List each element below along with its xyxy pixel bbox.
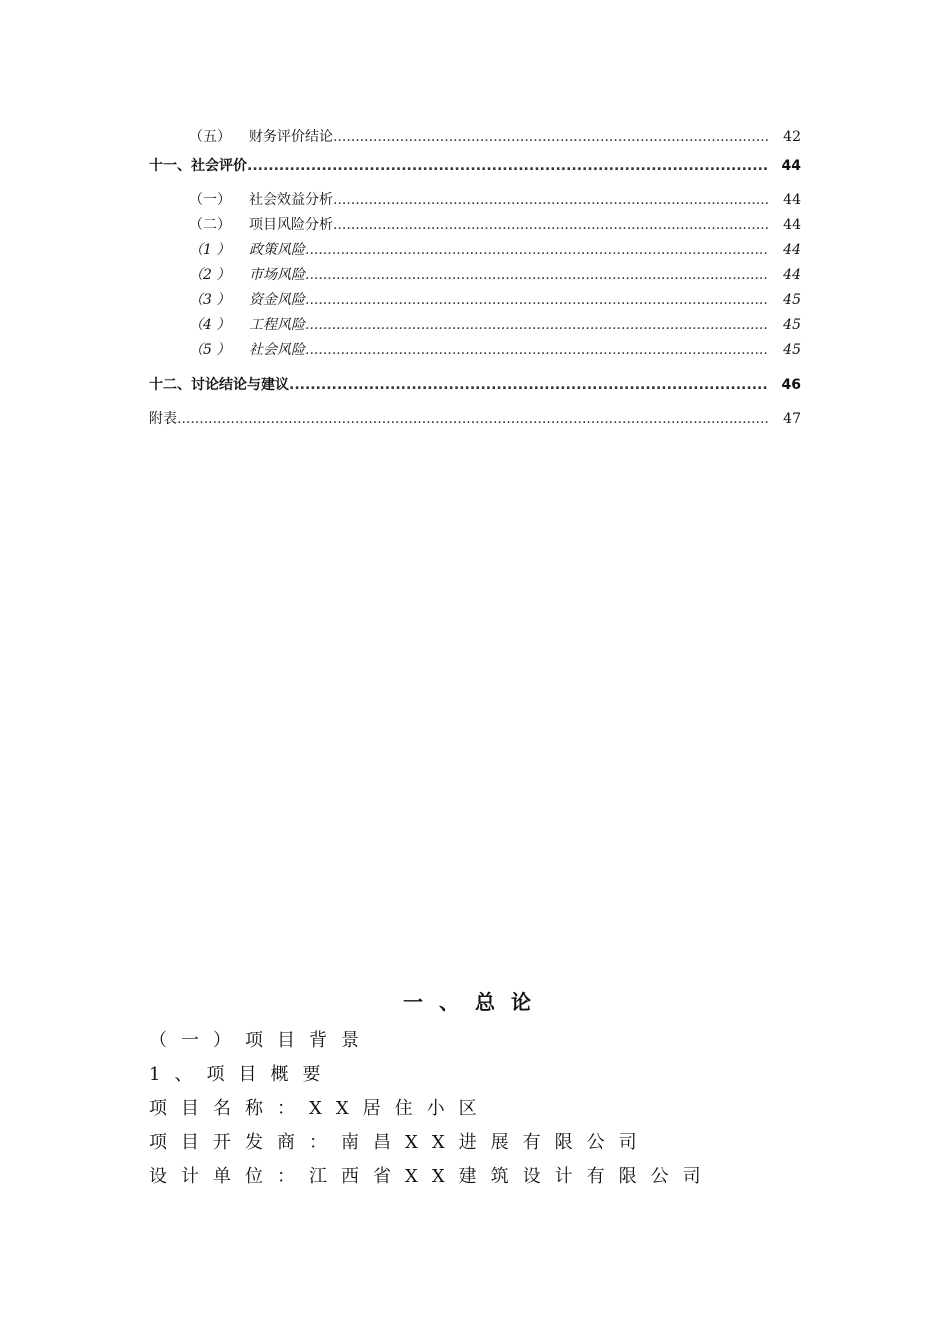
toc-entry-page: 45	[783, 292, 801, 308]
toc-entry-title: 社会风险	[249, 342, 305, 358]
toc-entry-number: （二）	[189, 217, 231, 233]
toc-entry-risk-analysis[interactable]	[149, 214, 801, 239]
toc-entry-engineering-risk[interactable]	[149, 314, 801, 339]
dot-leader	[305, 342, 769, 358]
toc-entry-number: （1 ）	[189, 242, 231, 258]
dot-leader	[305, 242, 769, 258]
toc-entry-social-benefit[interactable]	[149, 189, 801, 214]
dot-leader	[333, 192, 769, 208]
toc-entry-page: 47	[783, 411, 801, 427]
toc-entry-title: 十二、讨论结论与建议	[149, 377, 289, 393]
section-heading: （一）项目背景	[149, 1030, 373, 1051]
toc-entry-title: 项目风险分析	[249, 217, 333, 233]
subsection-heading: 1、项目概要	[149, 1064, 335, 1085]
toc-entry-market-risk[interactable]	[149, 264, 801, 289]
document-body	[149, 986, 801, 1194]
dot-leader	[333, 129, 769, 145]
toc-entry-title: 附表	[149, 411, 177, 427]
toc-entry-title: 十一、社会评价	[149, 158, 247, 174]
toc-entry-page: 45	[783, 342, 801, 358]
toc-entry-funding-risk[interactable]	[149, 289, 801, 314]
toc-entry-number: （3 ）	[189, 292, 231, 308]
toc-entry-title: 市场风险	[249, 267, 305, 283]
toc-entry-page: 46	[781, 377, 801, 393]
toc-entry-page: 44	[783, 217, 801, 233]
dot-leader	[305, 267, 769, 283]
table-of-contents	[149, 126, 801, 442]
toc-entry-policy-risk[interactable]	[149, 239, 801, 264]
toc-entry-number: （4 ）	[189, 317, 231, 333]
toc-entry-appendix[interactable]	[149, 408, 801, 442]
toc-entry-page: 44	[781, 158, 801, 174]
toc-entry-page: 44	[783, 192, 801, 208]
dot-leader	[305, 317, 769, 333]
toc-entry-title: 财务评价结论	[249, 129, 333, 145]
toc-entry-title: 工程风险	[249, 317, 305, 333]
dot-leader	[305, 292, 769, 308]
toc-entry-page: 44	[783, 267, 801, 283]
toc-entry-conclusions[interactable]	[149, 374, 801, 408]
project-name-line: 项目名称：XX居住小区	[149, 1098, 491, 1119]
design-unit-line: 设计单位：江西省XX建筑设计有限公司	[149, 1166, 715, 1187]
toc-entry-title: 政策风险	[249, 242, 305, 258]
toc-entry-number: （五）	[189, 129, 231, 145]
toc-entry-page: 45	[783, 317, 801, 333]
toc-entry-page: 44	[783, 242, 801, 258]
toc-entry-page: 42	[783, 129, 801, 145]
developer-line: 项目开发商：南昌XX进展有限公司	[149, 1132, 651, 1153]
toc-entry-title: 社会效益分析	[249, 192, 333, 208]
dot-leader	[289, 377, 769, 393]
toc-entry-number: （一）	[189, 192, 231, 208]
toc-entry-social-evaluation[interactable]	[149, 155, 801, 189]
dot-leader	[333, 217, 769, 233]
toc-entry-number: （2 ）	[189, 267, 231, 283]
chapter-heading: 一、总论	[403, 990, 547, 1014]
toc-entry-social-risk[interactable]	[149, 339, 801, 364]
dot-leader	[247, 158, 769, 174]
toc-entry-title: 资金风险	[249, 292, 305, 308]
toc-entry-financial-conclusion[interactable]	[149, 126, 801, 151]
toc-entry-number: （5 ）	[189, 342, 231, 358]
dot-leader	[177, 411, 769, 427]
